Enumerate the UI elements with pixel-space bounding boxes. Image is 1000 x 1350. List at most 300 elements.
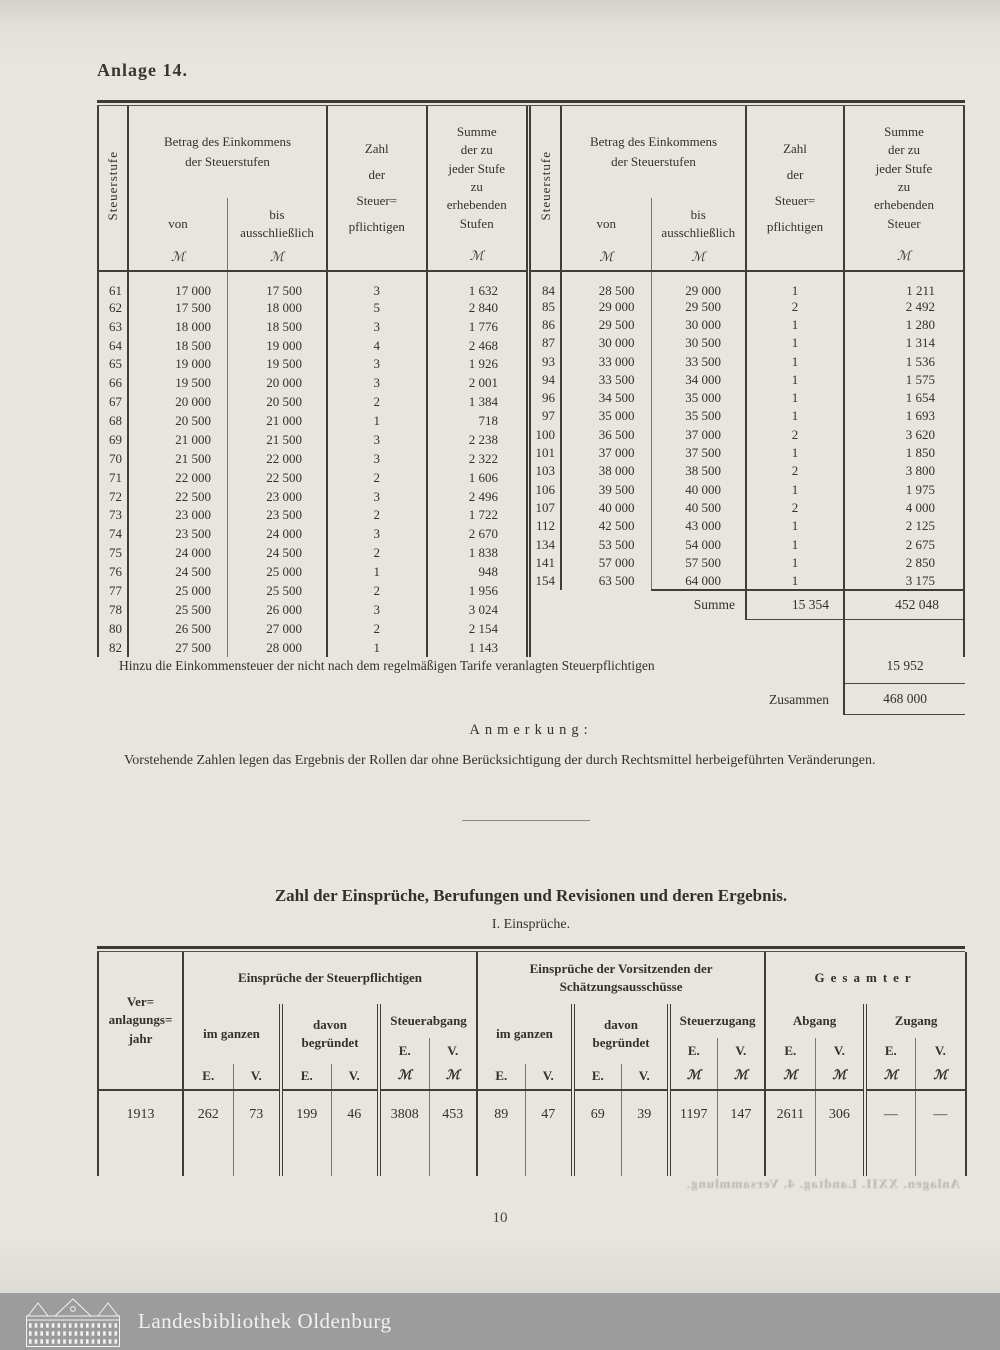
objections-table	[97, 946, 965, 1176]
table-cell: 78	[109, 601, 122, 617]
tax-table-right-half	[531, 106, 965, 657]
col-v-label: V.	[915, 1038, 966, 1064]
table-cell: 2 154	[427, 619, 527, 638]
table-cell: 72	[109, 488, 122, 504]
table-cell: 199	[281, 1090, 331, 1176]
table-cell: 2 670	[427, 524, 527, 543]
table-row	[98, 487, 526, 506]
currency-mark-sign: ℳ	[270, 250, 284, 265]
table-cell: 4	[327, 336, 427, 355]
table-cell: 3 800	[844, 462, 964, 480]
table-cell: 3 024	[427, 600, 527, 619]
table-cell: 3	[327, 524, 427, 543]
table-cell: 1	[746, 553, 844, 571]
table-row	[531, 388, 964, 406]
table-cell: 23 000	[128, 505, 228, 524]
section2-title: Zahl der Einsprüche, Berufungen und Revisionen und deren Ergebnis.	[274, 886, 788, 905]
table-cell: 97	[542, 408, 555, 424]
currency-mark-sign: ℳ	[379, 1064, 429, 1090]
table-cell: 22 500	[228, 468, 328, 487]
table-row	[98, 354, 526, 373]
col-e-label: E.	[669, 1038, 717, 1064]
table-cell: 3	[327, 430, 427, 449]
table-cell: 21 500	[228, 430, 328, 449]
table-row	[98, 271, 526, 298]
table-cell: 1	[746, 352, 844, 370]
table-cell: 1 280	[844, 315, 964, 333]
table-cell: 25 000	[228, 562, 328, 581]
table-cell: 63	[109, 318, 122, 334]
currency-mark-sign: ℳ	[469, 249, 484, 264]
table-cell: 20 500	[128, 411, 228, 430]
table-cell: 106	[535, 481, 555, 497]
hinzu-text: Hinzu die Einkommensteuer der nicht nach dem regelmäßigen Tarife veranlagten Steuerpflichtigen	[97, 648, 845, 684]
tax-table-sum-section	[531, 590, 964, 657]
table-cell: 1	[746, 535, 844, 553]
table-cell: 2	[746, 425, 844, 443]
table-cell: 141	[535, 554, 555, 570]
table-row	[98, 505, 526, 524]
table-cell: 1 575	[844, 370, 964, 388]
table-row	[98, 562, 526, 581]
table-cell: 2 496	[427, 487, 527, 506]
table-cell: 1 654	[844, 388, 964, 406]
table-row	[98, 1090, 966, 1176]
table-cell: 2	[327, 543, 427, 562]
table-cell: 1	[746, 480, 844, 498]
table-cell: 1 536	[844, 352, 964, 370]
col-v-label: V.	[331, 1064, 379, 1090]
table-cell: 112	[535, 518, 555, 534]
table-cell: 2 001	[427, 373, 527, 392]
table-cell: 47	[525, 1090, 573, 1176]
table-cell: 3	[327, 271, 427, 298]
zusammen-value: 468 000	[845, 684, 965, 715]
table-cell: 25 000	[128, 581, 228, 600]
table-cell: 29 500	[651, 297, 746, 315]
table-cell: 23 500	[228, 505, 328, 524]
table-cell: 1 838	[427, 543, 527, 562]
table-cell: 61	[109, 283, 122, 299]
table-cell: 86	[542, 316, 555, 332]
currency-mark-sign: ℳ	[897, 249, 911, 264]
table-cell: 2 468	[427, 336, 527, 355]
table-cell: 54 000	[651, 535, 746, 553]
sub-davon-begruendet-label: davon begründet	[281, 1004, 379, 1064]
table-row	[531, 297, 964, 315]
table-row	[531, 334, 964, 352]
table-cell: 30 000	[651, 315, 746, 333]
table-row	[531, 315, 964, 333]
table-cell: 29 000	[561, 297, 651, 315]
table-cell: 27 000	[228, 619, 328, 638]
section2-subtitle: I. Einsprüche.	[491, 917, 571, 932]
table-cell: 30 500	[651, 334, 746, 352]
sub-steuerzugang-label: Steuerzugang	[669, 1004, 765, 1038]
table-cell: 1197	[669, 1090, 717, 1176]
table-row	[531, 498, 964, 516]
table-cell: 80	[109, 620, 122, 636]
table-cell: 34 500	[561, 388, 651, 406]
table-cell: 64	[109, 337, 122, 353]
table-cell: 24 500	[128, 562, 228, 581]
sum-label: Summe	[651, 590, 746, 620]
table-cell: 1	[746, 334, 844, 352]
table-row	[98, 411, 526, 430]
table-cell: 19 000	[228, 336, 328, 355]
table-row	[531, 370, 964, 388]
table-row	[98, 430, 526, 449]
table-cell: 2 675	[844, 535, 964, 553]
table-cell: 2	[746, 462, 844, 480]
table-cell: 39 500	[561, 480, 651, 498]
table-cell: 25 500	[128, 600, 228, 619]
table-row	[531, 571, 964, 589]
table-cell: 89	[477, 1090, 525, 1176]
sub-im-ganzen-label: im ganzen	[477, 1004, 573, 1064]
currency-mark-sign: ℳ	[765, 1064, 815, 1090]
table-cell: 37 000	[561, 443, 651, 461]
table-cell: 34 000	[651, 370, 746, 388]
col-v-label: V.	[717, 1038, 765, 1064]
currency-mark-sign: ℳ	[915, 1064, 966, 1090]
table-cell: 53 500	[561, 535, 651, 553]
col-v-label: V.	[429, 1038, 477, 1064]
table-cell: 24 000	[128, 543, 228, 562]
table-cell: 20 500	[228, 392, 328, 411]
table-cell: 84	[542, 283, 555, 298]
table-cell: 4 000	[844, 498, 964, 516]
col-assessment-year-label: Ver= anlagungs= jahr	[98, 952, 183, 1090]
table-cell: 2 238	[427, 430, 527, 449]
table-cell: 2	[746, 498, 844, 516]
sum-tax-total: 452 048	[844, 590, 964, 620]
col-betrag-group-label: Betrag des Einkommens der Steuerstufen	[128, 106, 327, 198]
table-row	[98, 449, 526, 468]
table-cell: 2 850	[844, 553, 964, 571]
table-cell: 3	[327, 600, 427, 619]
hinzu-row	[97, 648, 965, 684]
table-cell: 33 500	[651, 352, 746, 370]
table-row	[98, 619, 526, 638]
currency-mark-sign: ℳ	[691, 250, 706, 265]
table-cell: 21 000	[128, 430, 228, 449]
sum-row	[531, 590, 964, 620]
col-e-label: E.	[573, 1064, 621, 1090]
table-cell: 3	[327, 317, 427, 336]
table-cell: 29 000	[651, 271, 746, 297]
table-cell: 94	[542, 371, 555, 387]
table-cell: 62	[109, 299, 122, 315]
table-row	[531, 553, 964, 571]
table-cell: 453	[429, 1090, 477, 1176]
group-chairmen-objections-label: Einsprüche der Vorsitzenden der Schätzungsausschüsse	[477, 952, 765, 1004]
table-cell: 1	[746, 370, 844, 388]
table-cell: 19 500	[128, 373, 228, 392]
table-cell: 1 143	[427, 638, 527, 657]
table-cell: 17 000	[128, 271, 228, 298]
table-cell: 1 693	[844, 407, 964, 425]
table-cell: 39	[621, 1090, 669, 1176]
table-cell: 64 000	[651, 571, 746, 589]
table-cell: 33 500	[561, 370, 651, 388]
col-v-label: V.	[525, 1064, 573, 1090]
table-cell: 28 500	[561, 271, 651, 297]
col-bis-label: bis ausschließlich ℳ	[228, 198, 328, 271]
table-row	[531, 271, 964, 297]
table-cell: 82	[109, 639, 122, 655]
col-steuerstufe-label: Steuerstufe	[537, 151, 553, 221]
col-zahl-label: Zahl der Steuer= pflichtigen	[327, 106, 427, 271]
table-cell: 19 000	[128, 354, 228, 373]
col-e-label: E.	[477, 1064, 525, 1090]
table-row	[531, 480, 964, 498]
income-tax-table	[97, 100, 965, 657]
table-cell: 2	[327, 505, 427, 524]
table-cell: 1	[746, 443, 844, 461]
table-cell: 3	[327, 354, 427, 373]
table-cell: 18 500	[128, 336, 228, 355]
table-row	[531, 517, 964, 535]
group-total-label: Gesamter	[765, 952, 966, 1004]
table-cell: —	[915, 1090, 966, 1176]
col-bis-label: bis ausschließlich ℳ	[651, 198, 746, 271]
table-cell: 134	[535, 536, 555, 552]
table-cell: 67	[109, 394, 122, 410]
table-cell: 1 384	[427, 392, 527, 411]
table-row	[98, 336, 526, 355]
table-row	[531, 535, 964, 553]
library-name: Landesbibliothek Oldenburg	[138, 1309, 392, 1333]
note-text: Vorstehende Zahlen legen das Ergebnis der Rollen dar ohne Berücksichtigung der durch Rechtsmittel herbeigeführten Veränderungen.	[124, 753, 876, 768]
zusammen-row	[97, 684, 965, 715]
tax-table-right-rows	[531, 271, 964, 590]
table-cell: 38 000	[561, 462, 651, 480]
table-cell: 1 776	[427, 317, 527, 336]
table-cell: 1913	[98, 1090, 183, 1176]
table-cell: 17 500	[228, 271, 328, 298]
table-cell: 3	[327, 449, 427, 468]
table-cell: 22 000	[128, 468, 228, 487]
currency-mark-sign: ℳ	[717, 1064, 765, 1090]
table-cell: 3808	[379, 1090, 429, 1176]
table-cell: 100	[535, 426, 555, 442]
table-cell: 25 500	[228, 581, 328, 600]
table-cell: 36 500	[561, 425, 651, 443]
table-cell: 74	[109, 526, 122, 542]
table-cell: 1 926	[427, 354, 527, 373]
table-cell: 40 000	[561, 498, 651, 516]
table-cell: 2611	[765, 1090, 815, 1176]
table-cell: 2 492	[844, 297, 964, 315]
table-row	[98, 468, 526, 487]
table-cell: 65	[109, 356, 122, 372]
table-cell: 40 000	[651, 480, 746, 498]
col-e-label: E.	[865, 1038, 915, 1064]
col-e-label: E.	[765, 1038, 815, 1064]
table-cell: 1	[327, 638, 427, 657]
table-cell: 2	[327, 619, 427, 638]
table-cell: 3 620	[844, 425, 964, 443]
table-cell: 1 314	[844, 334, 964, 352]
objections-table-header	[98, 952, 966, 1090]
table-cell: 57 500	[651, 553, 746, 571]
table-cell: 3 175	[844, 571, 964, 589]
table-cell: 28 000	[228, 638, 328, 657]
section-divider	[462, 820, 590, 821]
table-cell: 1	[746, 315, 844, 333]
table-row	[98, 600, 526, 619]
table-row	[531, 425, 964, 443]
sub-abgang-label: Abgang	[765, 1004, 865, 1038]
table-cell: 2	[327, 392, 427, 411]
table-cell: 5	[327, 298, 427, 317]
col-v-label: V.	[233, 1064, 281, 1090]
table-cell: 26 000	[228, 600, 328, 619]
table-cell: 1 975	[844, 480, 964, 498]
table-cell: 23 500	[128, 524, 228, 543]
table-cell: 1	[746, 407, 844, 425]
table-cell: 93	[542, 353, 555, 369]
table-cell: 26 500	[128, 619, 228, 638]
table-cell: 24 000	[228, 524, 328, 543]
table-cell: 18 000	[128, 317, 228, 336]
table-cell: 42 500	[561, 517, 651, 535]
table-cell: 1 956	[427, 581, 527, 600]
table-cell: 63 500	[561, 571, 651, 589]
table-cell: 75	[109, 545, 122, 561]
table-cell: 1	[327, 562, 427, 581]
col-summe-label: Summe der zu jeder Stufe zu erhebenden Steuer ℳ	[844, 106, 964, 271]
table-cell: 948	[427, 562, 527, 581]
col-e-label: E.	[379, 1038, 429, 1064]
table-cell: 1	[327, 411, 427, 430]
table-cell: 69	[573, 1090, 621, 1176]
library-building-icon	[24, 1296, 122, 1348]
table-cell: 1	[746, 271, 844, 297]
col-von-label: von ℳ	[128, 198, 228, 271]
col-e-label: E.	[281, 1064, 331, 1090]
table-cell: 33 000	[561, 352, 651, 370]
note-heading: Anmerkung:	[469, 722, 593, 738]
tax-table-left-rows	[98, 271, 526, 657]
table-cell: 262	[197, 1107, 219, 1122]
table-cell: 46	[331, 1090, 379, 1176]
tax-table-left-header	[98, 106, 526, 271]
table-cell: 19 500	[228, 354, 328, 373]
table-row	[98, 581, 526, 600]
table-cell: 1 722	[427, 505, 527, 524]
table-cell: 20 000	[228, 373, 328, 392]
table-cell: 2 322	[427, 449, 527, 468]
col-zahl-label: Zahl der Steuer= pflichtigen	[746, 106, 844, 271]
table-cell: 18 500	[228, 317, 328, 336]
tax-table-left-half	[97, 106, 526, 657]
sub-zugang-label: Zugang	[865, 1004, 966, 1038]
table-cell: 1 211	[844, 271, 964, 297]
table-cell: 3	[327, 373, 427, 392]
col-e-label: E.	[202, 1068, 215, 1084]
table-cell: 35 000	[561, 407, 651, 425]
col-betrag-group-label: Betrag des Einkommens der Steuerstufen	[561, 106, 746, 198]
table-cell: 1 632	[427, 271, 527, 298]
table-cell: 73	[233, 1090, 281, 1176]
table-cell: 24 500	[228, 543, 328, 562]
table-cell: —	[865, 1090, 915, 1176]
table-cell: 70	[109, 450, 122, 466]
table-cell: 2	[327, 468, 427, 487]
currency-mark-sign: ℳ	[669, 1064, 717, 1090]
currency-mark-sign: ℳ	[815, 1064, 865, 1090]
sum-taxpayers-total: 15 354	[746, 590, 844, 620]
table-cell: 2 840	[427, 298, 527, 317]
table-cell: 87	[542, 335, 555, 351]
annex-label: Anlage 14.	[97, 60, 188, 80]
table-cell: 40 500	[651, 498, 746, 516]
table-cell: 20 000	[128, 392, 228, 411]
table-cell: 22 500	[128, 487, 228, 506]
table-cell: 21 500	[128, 449, 228, 468]
table-cell: 18 000	[228, 298, 328, 317]
col-von-label: von ℳ	[561, 198, 651, 271]
table-cell: 76	[109, 564, 122, 580]
currency-mark-sign: ℳ	[599, 250, 614, 265]
currency-mark-sign: ℳ	[429, 1064, 477, 1090]
table-cell: 69	[109, 431, 122, 447]
table-cell: 1	[746, 571, 844, 589]
table-cell: 38 500	[651, 462, 746, 480]
table-row	[98, 298, 526, 317]
sub-steuerabgang-label: Steuerabgang	[379, 1004, 477, 1038]
table-cell: 101	[535, 445, 555, 461]
table-cell: 2	[746, 297, 844, 315]
bleed-through-imprint: Anlagen. XXII. Landtag. 4. Versammlung.	[685, 1176, 960, 1191]
table-cell: 29 500	[561, 315, 651, 333]
table-row	[98, 543, 526, 562]
col-v-label: V.	[815, 1038, 865, 1064]
table-row	[531, 352, 964, 370]
table-cell: 35 500	[651, 407, 746, 425]
table-cell: 27 500	[128, 638, 228, 657]
sub-im-ganzen-label: im ganzen	[203, 1025, 260, 1041]
sub-davon-begruendet-label: davon begründet	[573, 1004, 669, 1064]
col-v-label: V.	[621, 1064, 669, 1090]
table-cell: 37 000	[651, 425, 746, 443]
table-row	[531, 407, 964, 425]
table-cell: 1 606	[427, 468, 527, 487]
table-cell: 3	[327, 487, 427, 506]
table-cell: 96	[542, 390, 555, 406]
table-cell: 1	[746, 517, 844, 535]
table-cell: 71	[109, 469, 122, 485]
table-cell: 17 500	[128, 298, 228, 317]
currency-mark-sign: ℳ	[865, 1064, 915, 1090]
table-cell: 2 125	[844, 517, 964, 535]
table-cell: 77	[109, 582, 122, 598]
totals-section	[97, 648, 965, 715]
table-cell: 43 000	[651, 517, 746, 535]
table-cell: 30 000	[561, 334, 651, 352]
table-cell: 35 000	[651, 388, 746, 406]
currency-mark-sign: ℳ	[171, 250, 185, 265]
table-row	[531, 462, 964, 480]
table-cell: 73	[109, 507, 122, 523]
page-number: 10	[492, 1210, 508, 1226]
objections-table-rows	[98, 1090, 966, 1176]
table-cell: 154	[535, 573, 555, 589]
group-taxpayer-objections-label: Einsprüche der Steuerpflichtigen	[238, 969, 422, 985]
table-row	[98, 524, 526, 543]
